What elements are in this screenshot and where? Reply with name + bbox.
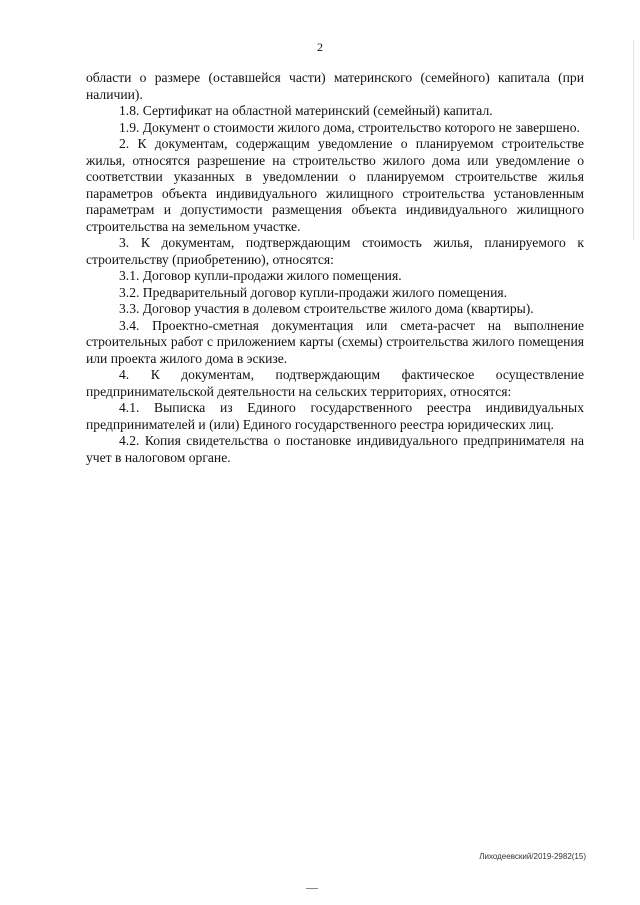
scan-mark (306, 888, 318, 889)
paragraph-continuation: области о размере (оставшейся части) материнского (семейного) капитала (при наличии). (86, 70, 584, 102)
paragraph-4-2: 4.2. Копия свидетельства о постановке индивидуального предпринимателя на учет в налоговом органе. (86, 433, 584, 465)
paragraph-3-4: 3.4. Проектно-сметная документация или смета-расчет на выполнение строительных работ с приложением карты (схемы) строительства жилого помещения или проекта жилого дома в эскизе. (86, 317, 584, 366)
paragraph-1-8: 1.8. Сертификат на областной материнский (семейный) капитал. (119, 103, 493, 118)
paragraph-4-1: 4.1. Выписка из Единого государственного реестра индивидуальных предпринимателей и (или) Единого государственного реестра юридических лиц. (86, 400, 584, 432)
page-number: 2 (317, 40, 323, 54)
paragraph-3-3: 3.3. Договор участия в долевом строительстве жилого дома (квартиры). (119, 301, 534, 316)
paragraph-4: 4. К документам, подтверждающим фактическое осуществление предпринимательской деятельности на сельских территориях, относятся: (86, 367, 584, 399)
paragraph-3-2: 3.2. Предварительный договор купли-продажи жилого помещения. (119, 284, 508, 300)
document-reference: Лиходеевский/2019-2982(15) (479, 852, 586, 861)
document-body (86, 70, 584, 466)
paragraph-3: 3. К документам, подтверждающим стоимость жилья, планируемого к строительству (приобретению), относятся: (86, 235, 584, 267)
paragraph-1-9: 1.9. Документ о стоимости жилого дома, строительство которого не завершено. (119, 119, 580, 135)
scan-edge-line (633, 40, 634, 240)
paragraph-2: 2. К документам, содержащим уведомление о планируемом строительстве жилья, относятся разрешение на строительство жилого дома или уведомление о соответствии указанных в уведомлении о планируемом строительстве жилья параметров объекта индивидуального жилищного строительства установленным параметрам и допустимости размещения объекта индивидуального жилищного строительства на земельном участке. (86, 136, 584, 234)
paragraph-3-1: 3.1. Договор купли-продажи жилого помещения. (119, 268, 402, 283)
